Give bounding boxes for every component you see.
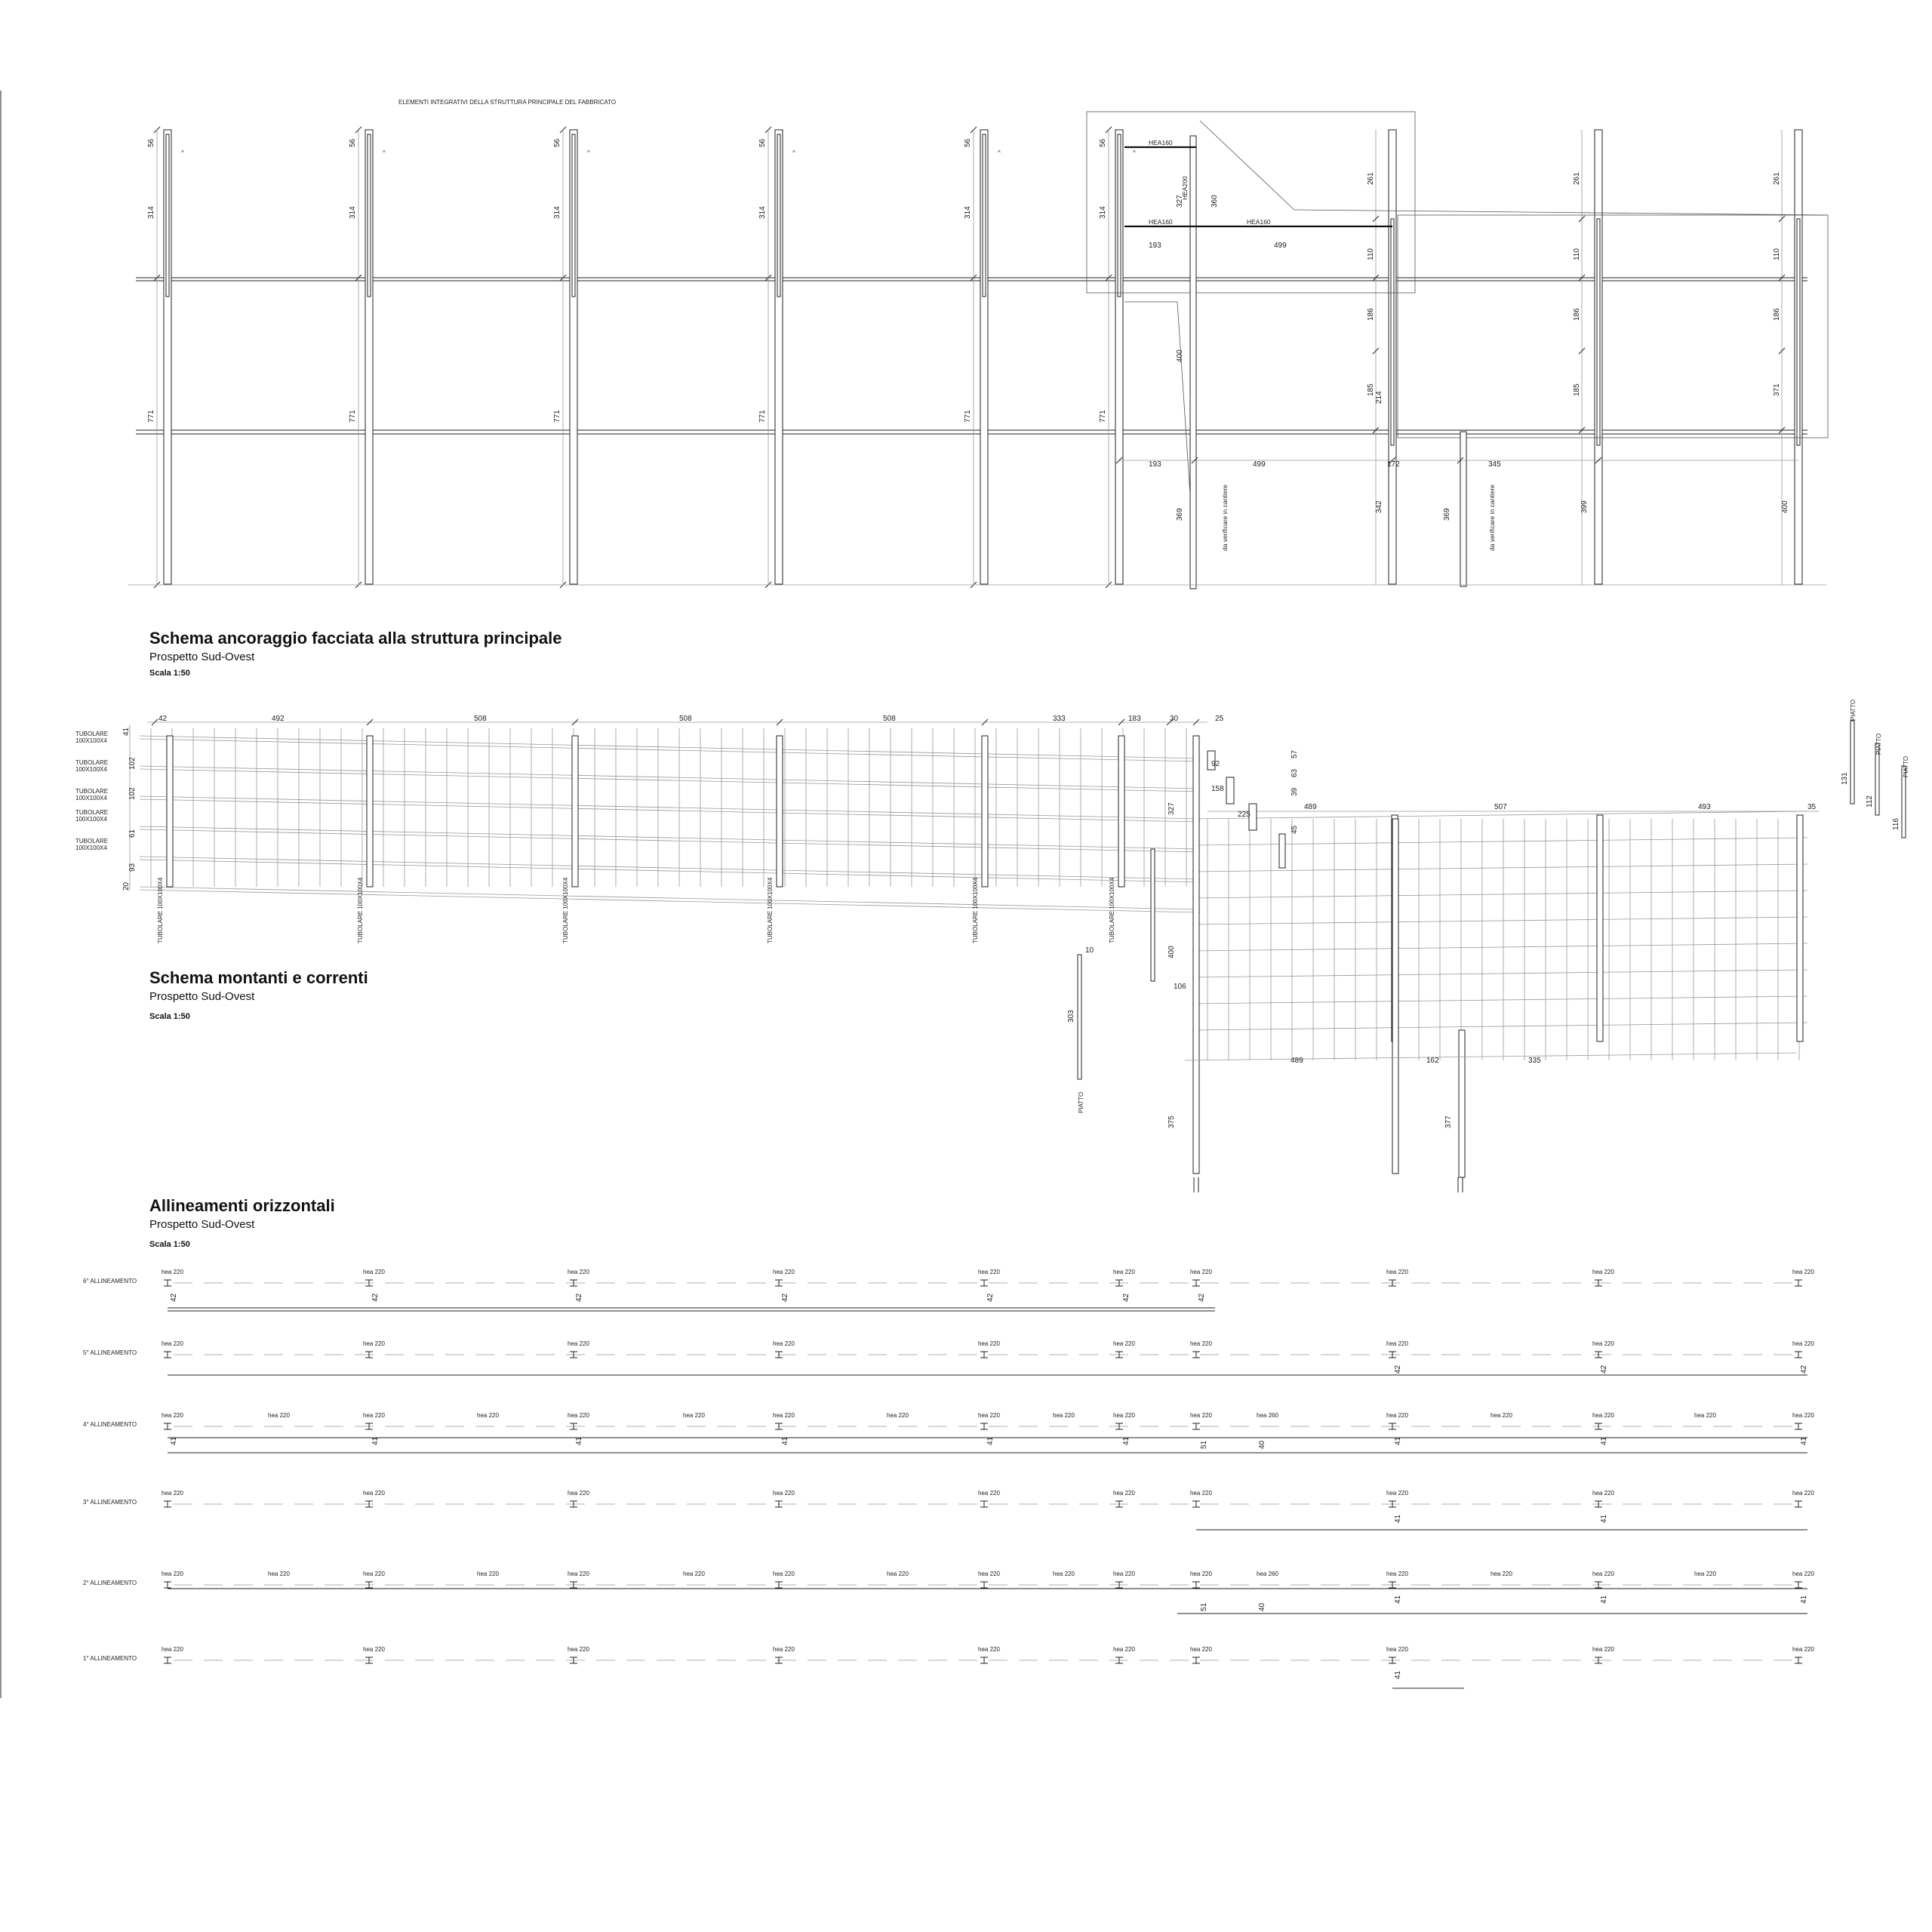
dim-right-mid: 186 [1367, 308, 1375, 321]
profile-label: hea 220 [1592, 1340, 1614, 1347]
alignment-dim: 41 [170, 1436, 178, 1445]
upright-label: TUBOLARE 100X100X4 [1109, 877, 1115, 943]
dim-right-upper: 110 [1573, 248, 1581, 260]
anchor-mark: ^ [181, 149, 184, 156]
dim-lower: 771 [553, 410, 561, 423]
alignment-label: 3° ALLINEAMENTO [83, 1499, 137, 1506]
row-label: TUBOLARE [75, 731, 109, 737]
dimension-label: 158 [1211, 785, 1224, 793]
alignment-dim: 42 [1600, 1364, 1608, 1374]
dimension-label: 162 [1426, 1057, 1439, 1065]
dim-right-low: 185 [1367, 383, 1375, 396]
alignment-label: 5° ALLINEAMENTO [83, 1349, 137, 1356]
alignment-dim: 41 [575, 1436, 583, 1445]
dimension-label: 193 [1149, 460, 1161, 469]
plate-label: PIATTO [1850, 699, 1857, 721]
alignment-dim: 41 [1394, 1670, 1402, 1679]
alignment-dim: 41 [1394, 1514, 1402, 1523]
dim-right-mid: 186 [1773, 308, 1781, 321]
alignment-dim: 41 [1122, 1436, 1131, 1445]
dim-right-top: 261 [1773, 172, 1781, 185]
profile-label: hea 220 [568, 1646, 589, 1653]
alignment-dim: 41 [1800, 1436, 1808, 1445]
dim-top: 56 [1099, 138, 1107, 147]
plate-dim: 112 [1866, 795, 1874, 808]
profile-label: hea 220 [683, 1571, 705, 1577]
row-label: 100X100X4 [75, 737, 107, 744]
side-dim: 377 [1444, 1115, 1453, 1128]
profile-label: hea 220 [568, 1571, 589, 1577]
alignment-dim: 42 [170, 1293, 178, 1302]
upright-label: TUBOLARE 100X100X4 [157, 877, 164, 943]
profile-label: hea 220 [162, 1412, 183, 1419]
vertical-dim: 400 [1781, 500, 1789, 513]
dim-top: 56 [553, 138, 561, 147]
side-dim: 327 [1168, 802, 1176, 815]
profile-label: hea 220 [1190, 1340, 1212, 1347]
dimension-label: 493 [1698, 803, 1711, 811]
upright [777, 736, 783, 887]
profile-label: hea 220 [978, 1571, 1000, 1577]
profile-label: hea 220 [773, 1269, 795, 1275]
profile-label: hea 220 [1592, 1412, 1614, 1419]
integrative-frame [1398, 215, 1828, 438]
profile-label: hea 220 [1190, 1646, 1212, 1653]
alignment-label: 1° ALLINEAMENTO [83, 1655, 137, 1662]
dim-right-upper: 110 [1367, 248, 1375, 260]
dim-lower: 771 [758, 410, 767, 423]
profile-label: hea 220 [1694, 1571, 1716, 1577]
alignment-dim: 41 [1600, 1436, 1608, 1445]
rail [1192, 891, 1807, 898]
vertical-dim: 327 [1176, 195, 1184, 208]
side-dim: 61 [128, 829, 137, 838]
alignments-subtitle: Prospetto Sud-Ovest [149, 1218, 255, 1231]
side-dim: 57 [1291, 749, 1299, 758]
site-note: da verificare in cantiere [1221, 485, 1229, 551]
rail [140, 887, 1200, 909]
dimension-label: 193 [1149, 242, 1161, 250]
profile-label: hea 220 [1592, 1269, 1614, 1275]
uprights-subtitle: Prospetto Sud-Ovest [149, 990, 255, 1003]
dimension-label: 492 [272, 715, 285, 723]
profile-label: hea 220 [162, 1269, 183, 1275]
column-sleeve [1391, 219, 1394, 445]
profile-label: hea 220 [1113, 1490, 1135, 1497]
side-dim: 400 [1168, 946, 1176, 958]
side-dim: 41 [122, 727, 131, 736]
column-sleeve [1797, 219, 1800, 445]
profile-label: hea 220 [1190, 1269, 1212, 1275]
dimension-label: 42 [158, 715, 168, 723]
profile-label: hea 220 [268, 1412, 290, 1419]
alignment-dim: 42 [1800, 1364, 1808, 1374]
alignment-label: 2° ALLINEAMENTO [83, 1580, 137, 1586]
dimension-label: 183 [1128, 715, 1141, 723]
profile-label: hea 220 [363, 1646, 385, 1653]
dimension-label: 92 [1211, 760, 1220, 768]
profile-label: hea 220 [978, 1490, 1000, 1497]
side-dim: 93 [128, 863, 137, 872]
upright [1459, 1030, 1465, 1177]
vertical-dim: 214 [1375, 391, 1383, 404]
alignment-dim: 42 [371, 1293, 380, 1302]
dimension-label: 345 [1488, 460, 1501, 469]
profile-label: hea 220 [773, 1490, 795, 1497]
dimension-label: 333 [1053, 715, 1066, 723]
site-note: da verificare in cantiere [1488, 485, 1496, 551]
rail [1192, 811, 1807, 819]
dim-top: 56 [758, 138, 767, 147]
dim-top: 56 [349, 138, 357, 147]
profile-label: hea 220 [162, 1571, 183, 1577]
profile-label: hea 220 [887, 1412, 909, 1419]
alignment-label: 6° ALLINEAMENTO [83, 1278, 137, 1284]
dimension-label: 335 [1528, 1057, 1541, 1065]
side-dim: 102 [128, 757, 137, 770]
dimension-label: 499 [1274, 242, 1287, 250]
profile-label: hea 260 [1257, 1412, 1278, 1419]
uprights-scale: Scala 1:50 [149, 1012, 190, 1021]
alignment-dim: 42 [1394, 1364, 1402, 1374]
dimension-label: 508 [474, 715, 487, 723]
profile-label: hea 220 [1190, 1571, 1212, 1577]
dimension-line [1185, 1053, 1796, 1060]
dim-upper: 314 [349, 206, 357, 219]
rail [1192, 1023, 1807, 1030]
profile-label: hea 220 [978, 1269, 1000, 1275]
alignments-scale: Scala 1:50 [149, 1240, 190, 1249]
alignment-dim: 41 [1600, 1595, 1608, 1604]
dim-upper: 314 [964, 206, 972, 219]
profile-label: hea 220 [1792, 1340, 1814, 1347]
profile-label: hea 220 [683, 1412, 705, 1419]
row-label: 100X100X4 [75, 844, 107, 851]
anchor-mark: ^ [998, 149, 1001, 156]
plate-label: PIATTO [1875, 733, 1882, 755]
row-label: TUBOLARE [75, 759, 109, 766]
upright [1392, 819, 1398, 1174]
alignment-dim: 42 [781, 1293, 789, 1302]
plate-label: PIATTO [1078, 1091, 1084, 1113]
plate [1078, 955, 1081, 1079]
upright [367, 736, 373, 887]
alignment-dim: 42 [1198, 1293, 1206, 1302]
profile-label: hea 220 [1694, 1412, 1716, 1419]
profile-label: hea 220 [477, 1571, 499, 1577]
dimension-label: 106 [1174, 983, 1186, 991]
plate [1151, 849, 1155, 981]
profile-label: hea 220 [1792, 1490, 1814, 1497]
alignment-dim: 42 [575, 1293, 583, 1302]
integrative-elements-label: ELEMENTI INTEGRATIVI DELLA STRUTTURA PRINCIPALE DEL FABBRICATO [398, 99, 617, 106]
dim-lower: 771 [964, 410, 972, 423]
vertical-dim: 399 [1580, 500, 1589, 513]
profile-label: hea 220 [773, 1571, 795, 1577]
uprights-elevation [75, 700, 1909, 1192]
dim-right-mid: 186 [1573, 308, 1581, 321]
profile-label: hea 220 [1386, 1412, 1408, 1419]
dim-right-top: 261 [1367, 172, 1375, 185]
anchorage-scale: Scala 1:50 [149, 669, 190, 678]
alignment-dim: 51 [1200, 1440, 1208, 1449]
rail [1192, 996, 1807, 1004]
alignment-dim: 41 [1600, 1514, 1608, 1523]
profile-label: hea 220 [568, 1490, 589, 1497]
dimension-label: 508 [679, 715, 692, 723]
uprights-title: Schema montanti e correnti [149, 968, 368, 987]
alignment-dim: 41 [371, 1436, 380, 1445]
vertical-dim: 369 [1176, 508, 1184, 521]
profile-label: hea 220 [1792, 1269, 1814, 1275]
dim-upper: 314 [147, 206, 155, 219]
profile-label: hea 220 [162, 1490, 183, 1497]
profile-label: HEA200 [1181, 176, 1189, 200]
profile-label: hea 220 [1190, 1490, 1212, 1497]
dimension-label: 499 [1253, 460, 1266, 469]
vertical-dim: 400 [1176, 349, 1184, 362]
dimension-label: 489 [1291, 1057, 1303, 1065]
plate-label: PIATTO [1903, 755, 1909, 777]
upright-label: TUBOLARE 100X100X4 [357, 877, 364, 943]
profile-label: hea 260 [1257, 1571, 1278, 1577]
upright [1118, 736, 1124, 887]
upright-label: TUBOLARE 100X100X4 [972, 877, 979, 943]
profile-label: HEA160 [1247, 218, 1271, 226]
anchor-mark: ^ [383, 149, 386, 156]
profile-label: hea 220 [1113, 1646, 1135, 1653]
profile-label: hea 220 [773, 1646, 795, 1653]
profile-label: hea 220 [477, 1412, 499, 1419]
profile-label: hea 220 [1792, 1646, 1814, 1653]
profile-label: hea 220 [1190, 1412, 1212, 1419]
profile-label: hea 220 [568, 1412, 589, 1419]
upright [1597, 815, 1603, 1041]
profile-label: hea 220 [1386, 1340, 1408, 1347]
profile-label: hea 220 [1592, 1490, 1614, 1497]
alignment-dim: 42 [986, 1293, 995, 1302]
anchor-mark: ^ [1133, 149, 1136, 156]
profile-label: hea 220 [773, 1340, 795, 1347]
profile-label: hea 220 [363, 1340, 385, 1347]
anchor-mark: ^ [792, 149, 795, 156]
side-dim: 20 [122, 881, 131, 891]
plate-dim: 131 [1841, 772, 1849, 785]
column-sleeve [983, 134, 986, 297]
alignment-dim: 42 [1122, 1293, 1131, 1302]
profile-label: hea 220 [568, 1269, 589, 1275]
rail [1192, 917, 1807, 924]
vertical-dim: 360 [1211, 195, 1219, 208]
anchor-mark: ^ [587, 149, 590, 156]
alignments-title: Allineamenti orizzontali [149, 1196, 335, 1215]
dimension-label: 35 [1807, 803, 1817, 811]
row-label: 100X100X4 [75, 816, 107, 823]
dimension-label: 508 [883, 715, 896, 723]
integrative-frame [1087, 112, 1415, 293]
dimension-label: 25 [1215, 715, 1224, 723]
dim-upper: 314 [553, 206, 561, 219]
alignment-dim: 41 [1800, 1595, 1808, 1604]
alignments-plan [83, 1269, 1814, 1688]
profile-label: hea 220 [1491, 1571, 1512, 1577]
profile-label: hea 220 [1113, 1571, 1135, 1577]
plate [1850, 721, 1854, 804]
dim-right-low: 371 [1773, 383, 1781, 396]
profile-label: hea 220 [363, 1412, 385, 1419]
profile-label: hea 220 [1491, 1412, 1512, 1419]
side-dim: 39 [1291, 787, 1299, 796]
side-dim: 63 [1291, 768, 1299, 777]
column-sleeve [368, 134, 371, 297]
plate-dim: 303 [1067, 1010, 1075, 1023]
anchorage-title: Schema ancoraggio facciata alla struttura principale [149, 629, 562, 648]
dim-lower: 771 [147, 410, 155, 423]
upright [572, 736, 578, 887]
row-label: TUBOLARE [75, 788, 109, 795]
profile-label: HEA160 [1149, 218, 1173, 226]
dim-upper: 314 [1099, 206, 1107, 219]
row-label: TUBOLARE [75, 809, 109, 816]
alignment-dim: 51 [1200, 1602, 1208, 1611]
upright [982, 736, 988, 887]
profile-label: hea 220 [1113, 1269, 1135, 1275]
profile-label: hea 220 [1053, 1571, 1075, 1577]
rail [1192, 943, 1807, 951]
rail [140, 890, 1200, 912]
dim-upper: 314 [758, 206, 767, 219]
hea-column [1460, 432, 1466, 586]
profile-label: hea 220 [1053, 1412, 1075, 1419]
column-sleeve [572, 134, 575, 297]
dimension-label: 30 [1170, 715, 1179, 723]
dimension-label: 507 [1494, 803, 1507, 811]
side-dim: 102 [128, 787, 137, 800]
upright [167, 736, 173, 887]
profile-label: hea 220 [162, 1340, 183, 1347]
vertical-dim: 369 [1443, 508, 1451, 521]
profile-label: hea 220 [162, 1646, 183, 1653]
leader-line [1294, 210, 1826, 215]
profile-label: hea 220 [1386, 1646, 1408, 1653]
profile-label: hea 220 [978, 1340, 1000, 1347]
anchorage-subtitle: Prospetto Sud-Ovest [149, 651, 255, 663]
profile-label: hea 220 [1113, 1412, 1135, 1419]
alignment-label: 4° ALLINEAMENTO [83, 1421, 137, 1428]
upright-label: TUBOLARE 100X100X4 [562, 877, 569, 943]
step-plate [1226, 777, 1234, 804]
dimension-label: 10 [1085, 946, 1094, 955]
profile-label: hea 220 [773, 1412, 795, 1419]
column-sleeve [1118, 134, 1121, 297]
profile-label: hea 220 [1386, 1269, 1408, 1275]
profile-label: hea 220 [978, 1646, 1000, 1653]
anchorage-elevation [128, 112, 1828, 589]
side-dim: 45 [1291, 825, 1299, 834]
column-sleeve [166, 134, 169, 297]
dim-lower: 771 [1099, 410, 1107, 423]
profile-label: hea 220 [363, 1269, 385, 1275]
dimension-label: 172 [1387, 460, 1400, 469]
alignment-dim: 41 [1394, 1436, 1402, 1445]
alignment-dim: 40 [1258, 1602, 1266, 1611]
profile-label: hea 220 [363, 1571, 385, 1577]
hea-column [1190, 136, 1196, 589]
dim-right-top: 261 [1573, 172, 1581, 185]
profile-label: hea 220 [887, 1571, 909, 1577]
column-sleeve [1597, 219, 1600, 445]
dim-right-low: 185 [1573, 383, 1581, 396]
side-dim: 375 [1168, 1115, 1176, 1128]
dim-right-upper: 110 [1773, 248, 1781, 260]
profile-label: hea 220 [1592, 1571, 1614, 1577]
profile-label: hea 220 [978, 1412, 1000, 1419]
dimension-label: 489 [1304, 803, 1317, 811]
dim-top: 56 [147, 138, 155, 147]
alignment-dim: 40 [1258, 1440, 1266, 1449]
profile-label: hea 220 [363, 1490, 385, 1497]
profile-label: hea 220 [268, 1571, 290, 1577]
upright [1797, 815, 1803, 1041]
dimension-label: 225 [1238, 811, 1251, 819]
row-label: 100X100X4 [75, 795, 107, 801]
dim-top: 56 [964, 138, 972, 147]
profile-label: hea 220 [568, 1340, 589, 1347]
upright [1193, 736, 1199, 1174]
profile-label: hea 220 [1113, 1340, 1135, 1347]
upright-label: TUBOLARE 100X100X4 [767, 877, 774, 943]
vertical-dim: 342 [1375, 500, 1383, 513]
alignment-dim: 41 [781, 1436, 789, 1445]
profile-label: hea 220 [1386, 1490, 1408, 1497]
rail [1192, 970, 1807, 977]
alignment-dim: 41 [986, 1436, 995, 1445]
profile-label: hea 220 [1792, 1571, 1814, 1577]
plate-dim: 116 [1892, 818, 1900, 830]
dim-lower: 771 [349, 410, 357, 423]
column-sleeve [777, 134, 780, 297]
row-label: 100X100X4 [75, 766, 107, 773]
profile-label: HEA160 [1149, 139, 1173, 146]
profile-label: hea 220 [1792, 1412, 1814, 1419]
step-plate [1279, 834, 1285, 868]
alignment-dim: 41 [1394, 1595, 1402, 1604]
profile-label: hea 220 [1386, 1571, 1408, 1577]
row-label: TUBOLARE [75, 838, 109, 844]
profile-label: hea 220 [1592, 1646, 1614, 1653]
